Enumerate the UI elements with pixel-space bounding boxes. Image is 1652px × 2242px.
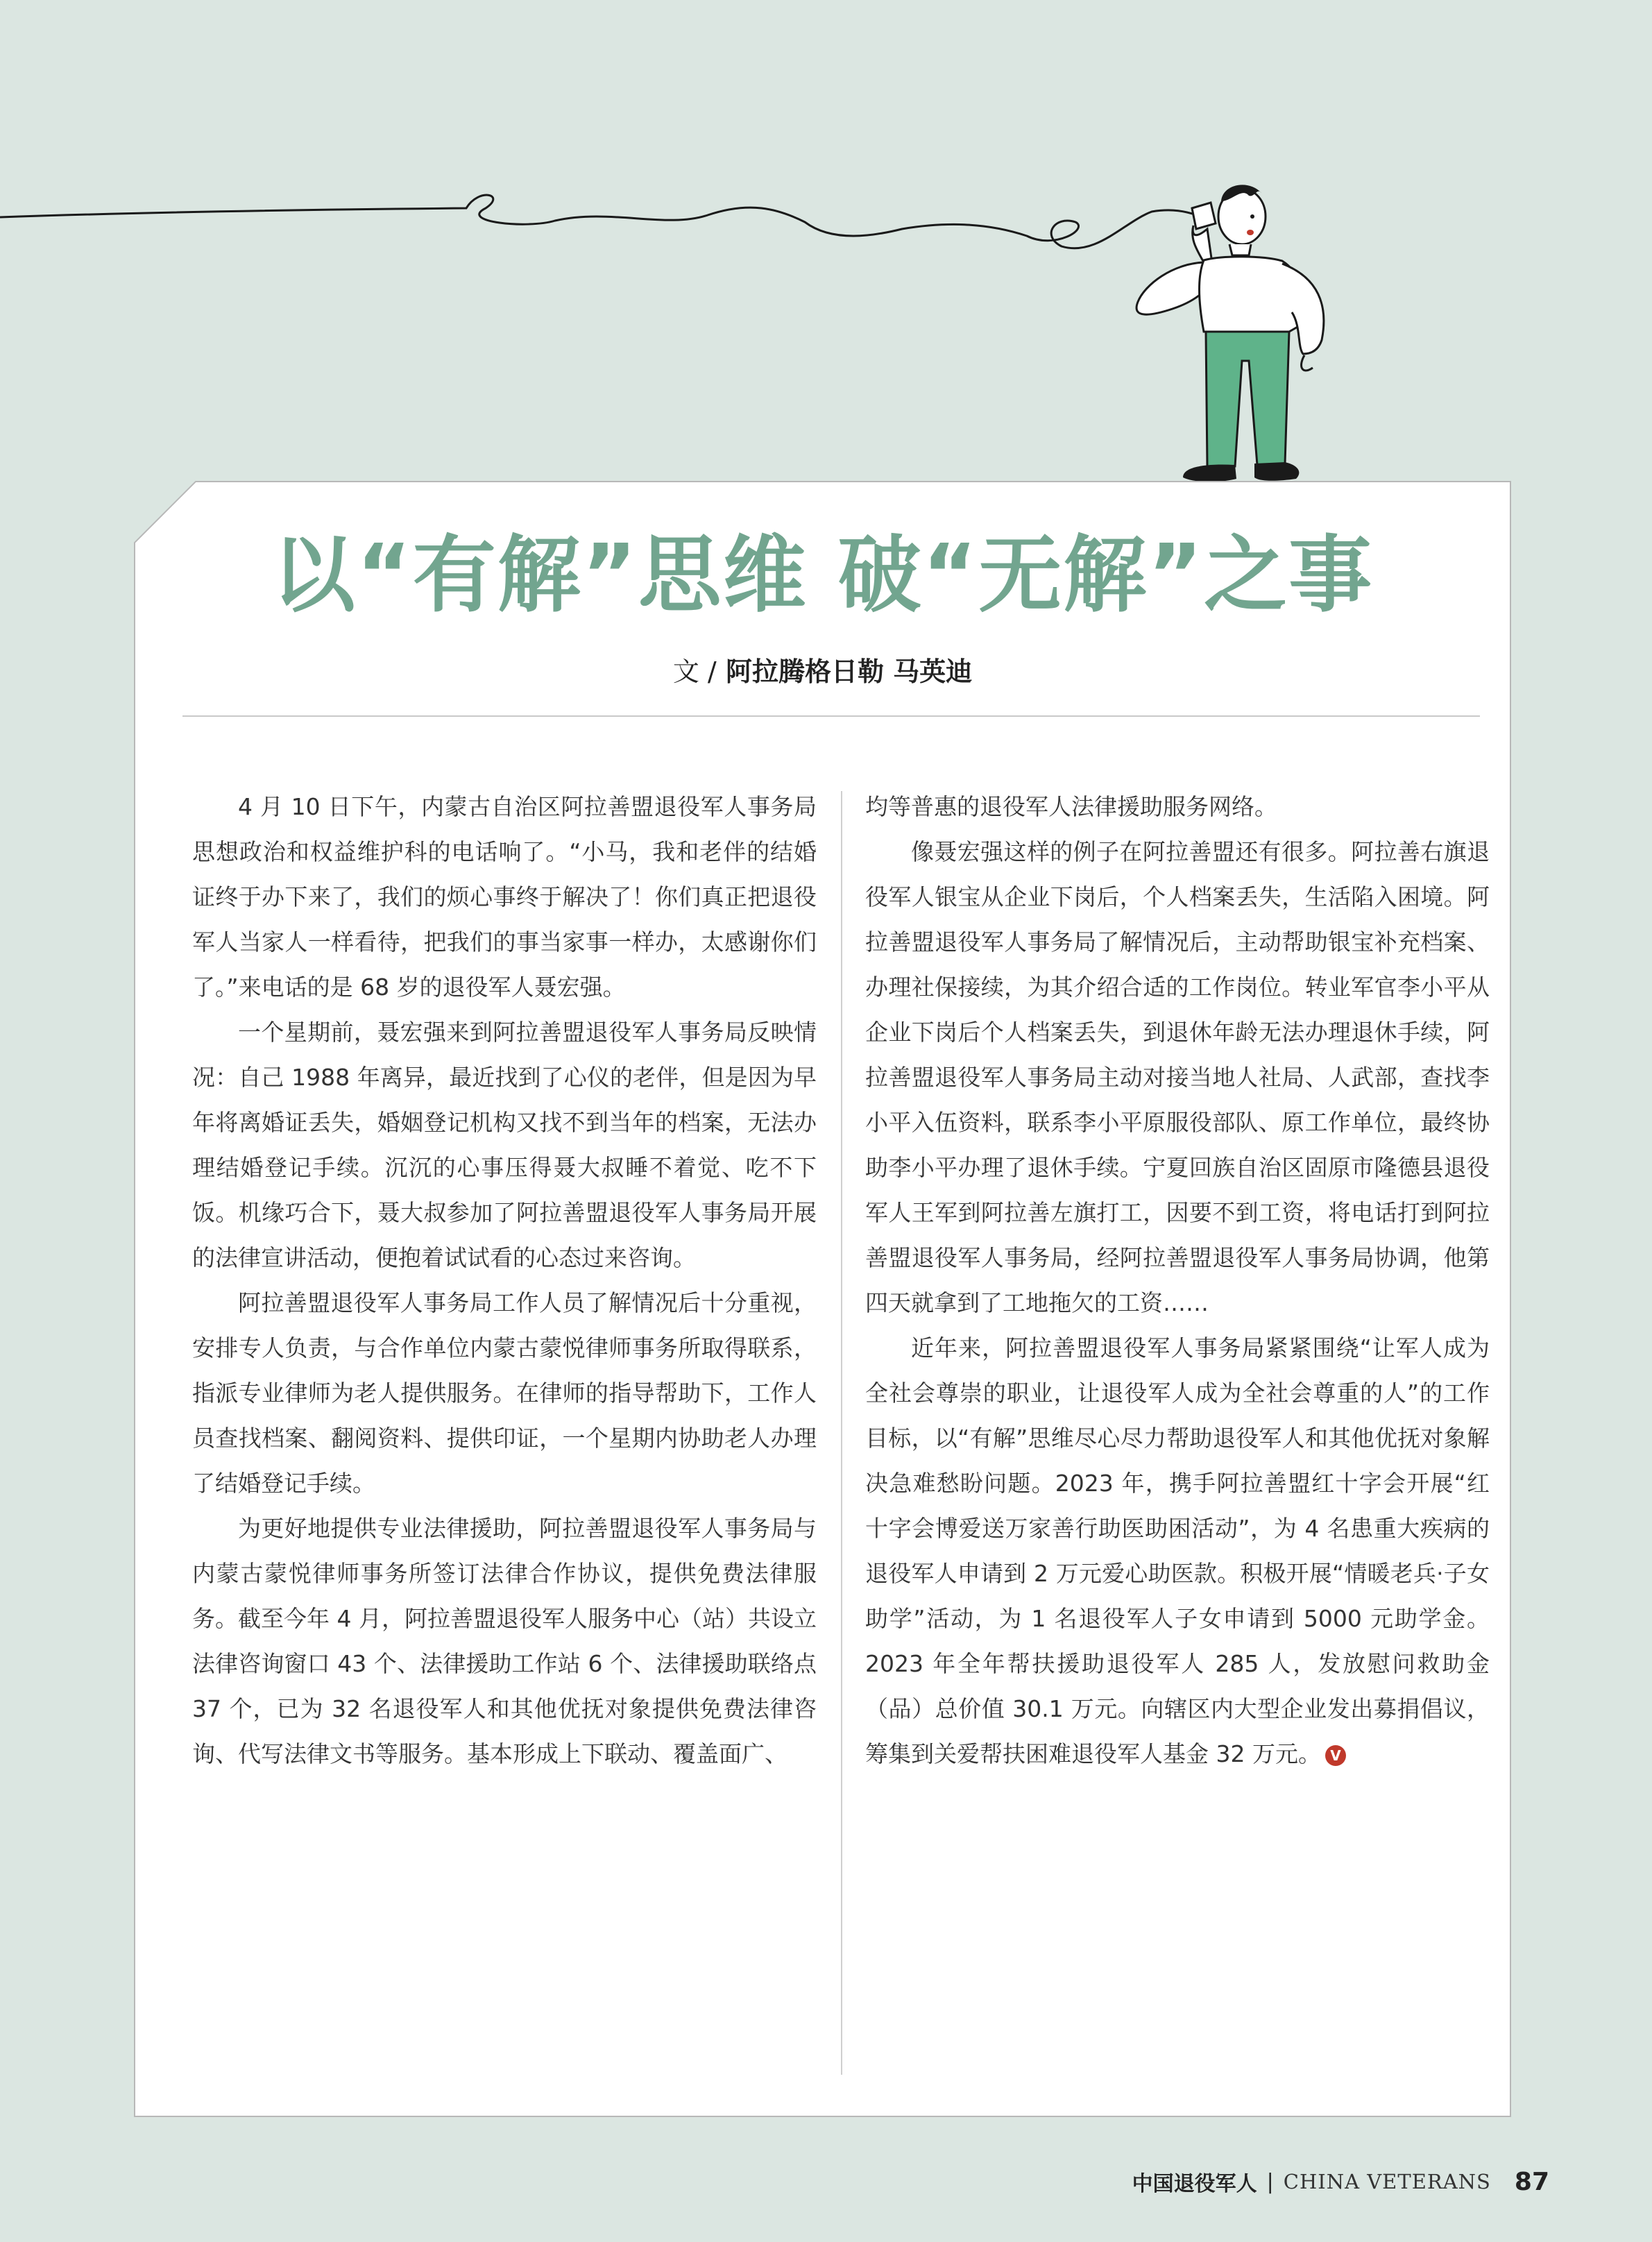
left-shoe	[1183, 465, 1236, 482]
telephone-man-illustration	[0, 0, 1652, 500]
magazine-name-cn: 中国退役军人	[1132, 2172, 1257, 2196]
end-mark-icon: V	[1325, 1745, 1346, 1766]
title-rule	[182, 715, 1480, 717]
byline-prefix: 文 /	[672, 656, 717, 687]
paragraph-1: 4 月 10 日下午，内蒙古自治区阿拉善盟退役军人事务局思想政治和权益维护科的电话响了。“小马，我和老伴的结婚证终于办下来了，我们的烦心事终于解决了！你们真正把退役军人当家人一样看待，把我们的事当家事一样办，太感谢你们了。”来电话的是 68 岁的退役军人聂宏强。	[192, 793, 817, 1001]
page-number: 87	[1514, 2167, 1549, 2196]
cup	[1192, 203, 1216, 229]
page-footer	[1132, 2164, 1549, 2200]
article-column-right	[865, 784, 1490, 2075]
paragraph-2: 一个星期前，聂宏强来到阿拉善盟退役军人事务局反映情况：自己 1988 年离异，最近找到了心仪的老伴，但是因为早年将离婚证丢失，婚姻登记机构又找不到当年的档案，无法办理结婚登记手续。沉沉的心事压得聂大叔睡不着觉、吃不下饭。机缘巧合下，聂大叔参加了阿拉善盟退役军人事务局开展的法律宣讲活动，便抱着试试看的心态过来咨询。	[192, 1019, 817, 1271]
pants	[1206, 332, 1289, 466]
footer-separator: |	[1266, 2169, 1274, 2194]
paragraph-6-text: 近年来，阿拉善盟退役军人事务局紧紧围绕“让军人成为全社会尊崇的职业，让退役军人成为全社会尊重的人”的工作目标，以“有解”思维尽心尽力帮助退役军人和其他优抚对象解决急难愁盼问题。2023 年，携手阿拉善盟红十字会开展“红十字会博爱送万家善行助医助困活动”，为 4 名患重大疾病的退役军人申请到 2 万元爱心助医款。积极开展“情暖老兵·子女助学”活动，为 1 名退役军人子女申请到 5000 元助学金。2023 年全年帮扶援助退役军人 285 人，发放慰问救助金（品）总价值 30.1 万元。向辖区内大型企业发出募捐倡议，筹集到关爱帮扶困难退役军人基金 32 万元。	[865, 1334, 1490, 1767]
article-title: 以“有解”思维 破“无解”之事	[271, 527, 1374, 624]
right-shoe	[1254, 462, 1299, 481]
byline-authors: 阿拉腾格日勒 马英迪	[725, 656, 973, 687]
paragraph-4: 为更好地提供专业法律援助，阿拉善盟退役军人事务局与内蒙古蒙悦律师事务所签订法律合作协议，提供免费法律服务。截至今年 4 月，阿拉善盟退役军人服务中心（站）共设立法律咨询窗口 43 个、法律援助工作站 6 个、法律援助联络点 37 个，已为 32 名退役军人和其他优抚对象提供免费法律咨询、代写法律文书等服务。基本形成上下联动、覆盖面广、	[192, 1515, 817, 1767]
string-line	[0, 195, 1197, 248]
paragraph-6	[865, 1325, 1490, 1776]
article-column-left	[192, 784, 817, 2075]
paragraph-3: 阿拉善盟退役军人事务局工作人员了解情况后十分重视，安排专人负责，与合作单位内蒙古蒙悦律师事务所取得联系，指派专业律师为老人提供服务。在律师的指导帮助下，工作人员查找档案、翻阅资料、提供印证，一个星期内协助老人办理了结婚登记手续。	[192, 1289, 817, 1497]
paragraph-5: 像聂宏强这样的例子在阿拉善盟还有很多。阿拉善右旗退役军人银宝从企业下岗后，个人档案丢失，生活陷入困境。阿拉善盟退役军人事务局了解情况后，主动帮助银宝补充档案、办理社保接续，为其介绍合适的工作岗位。转业军官李小平从企业下岗后个人档案丢失，到退休年龄无法办理退休手续，阿拉善盟退役军人事务局主动对接当地人社局、人武部，查找李小平入伍资料，联系李小平原服役部队、原工作单位，最终协助李小平办理了退休手续。宁夏回族自治区固原市隆德县退役军人王军到阿拉善左旗打工，因要不到工资，将电话打到阿拉善盟退役军人事务局，经阿拉善盟退役军人事务局协调，他第四天就拿到了工地拖欠的工资……	[865, 838, 1490, 1316]
magazine-name-en: CHINA VETERANS	[1283, 2170, 1491, 2193]
paragraph-4-continued: 均等普惠的退役军人法律援助服务网络。	[865, 793, 1277, 820]
column-divider	[841, 791, 842, 2075]
byline	[134, 654, 1511, 690]
